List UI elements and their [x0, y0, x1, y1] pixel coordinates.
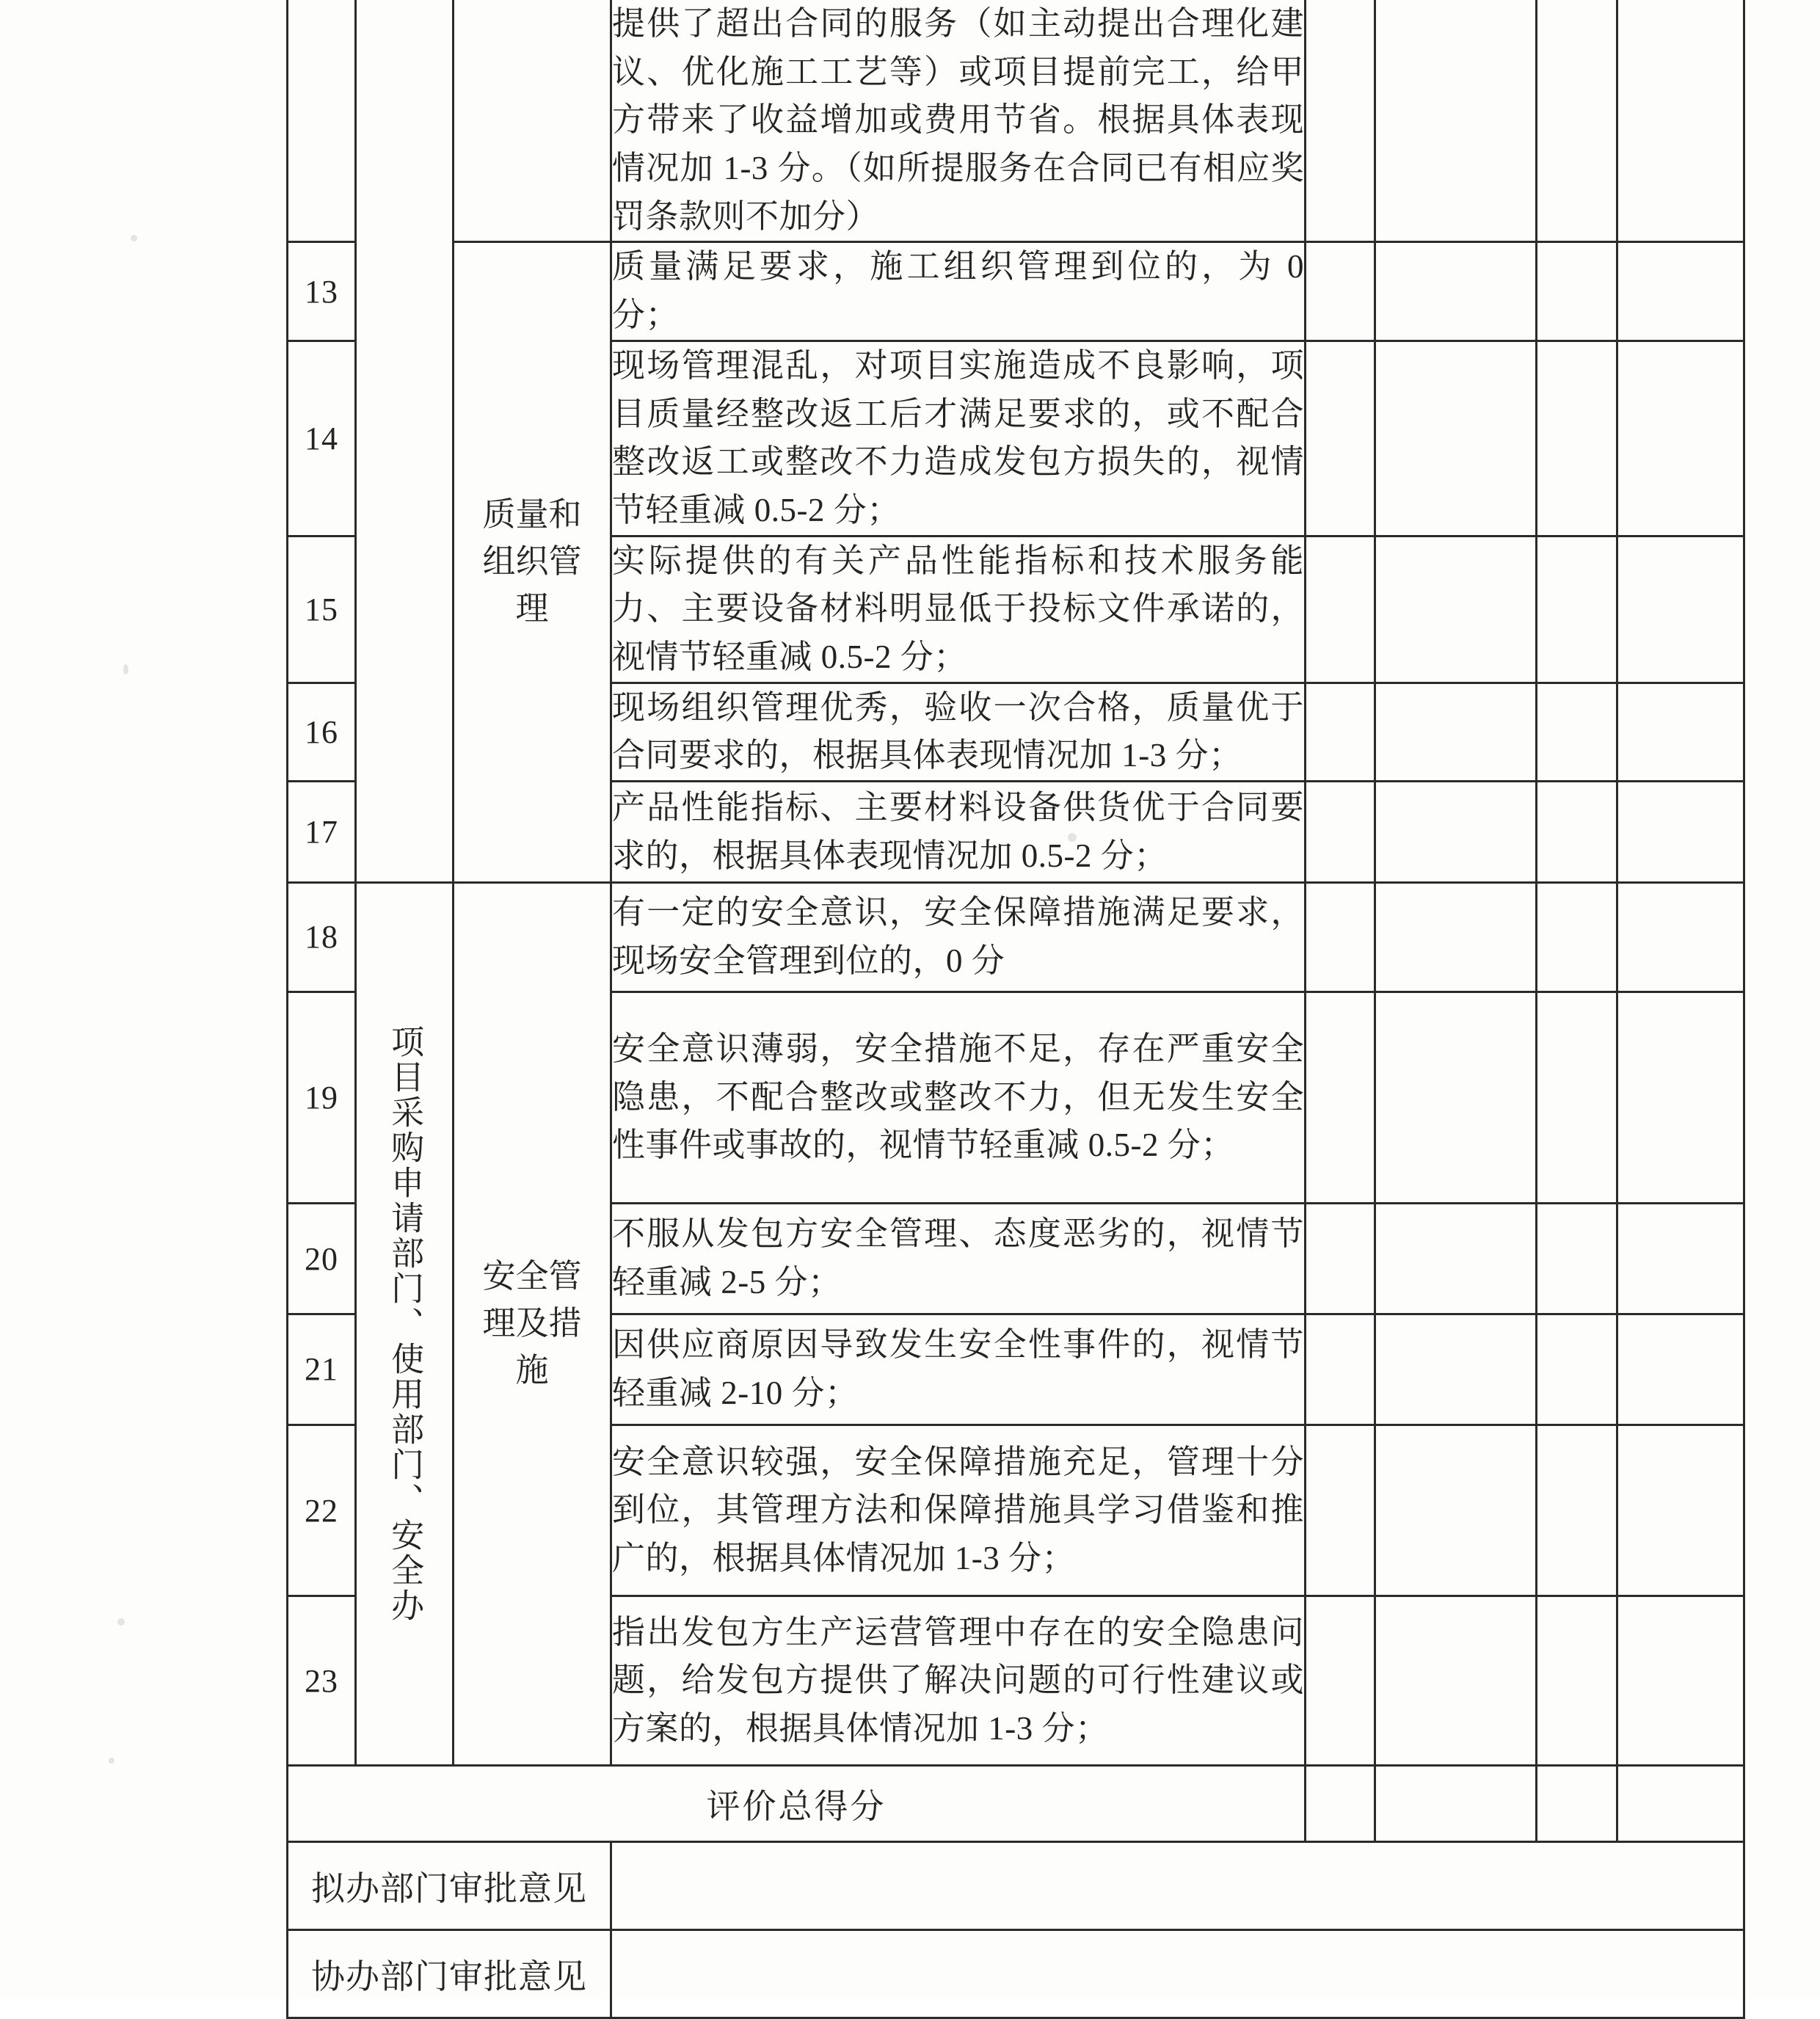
approval-primary-label: 拟办部门审批意见 — [288, 1842, 611, 1930]
table-row — [288, 242, 1744, 341]
score-cell-1[interactable] — [1306, 536, 1375, 683]
total-score-row — [288, 1766, 1744, 1842]
score-cell-2[interactable] — [1375, 1425, 1537, 1596]
category-cell-safety — [454, 883, 611, 1766]
score-cell-3[interactable] — [1537, 242, 1617, 341]
seq-cell: 13 — [288, 242, 356, 341]
score-cell-2[interactable] — [1375, 992, 1537, 1204]
score-cell-1[interactable] — [1306, 883, 1375, 992]
score-cell-2[interactable] — [1375, 1314, 1537, 1425]
department-cell-safety — [356, 883, 454, 1766]
score-cell-2[interactable] — [1375, 1204, 1537, 1314]
score-cell-4[interactable] — [1617, 1314, 1744, 1425]
seq-cell: 14 — [288, 341, 356, 536]
approval-secondary-value[interactable] — [611, 1930, 1744, 2018]
score-cell-3[interactable] — [1537, 341, 1617, 536]
score-cell-3[interactable] — [1537, 1596, 1617, 1766]
score-cell-2[interactable] — [1375, 242, 1537, 341]
score-cell-2[interactable] — [1375, 341, 1537, 536]
criteria-cell: 产品性能指标、主要材料设备供货优于合同要求的，根据具体表现情况加 0.5-2 分； — [611, 782, 1306, 883]
category-cell-continuation — [454, 0, 611, 242]
score-cell-4[interactable] — [1617, 782, 1744, 883]
score-cell-2[interactable] — [1375, 536, 1537, 683]
score-cell-3[interactable] — [1537, 1204, 1617, 1314]
approval-primary-value[interactable] — [611, 1842, 1744, 1930]
seq-cell: 21 — [288, 1314, 356, 1425]
score-cell-1[interactable] — [1306, 782, 1375, 883]
score-cell-3[interactable] — [1537, 536, 1617, 683]
criteria-cell: 实际提供的有关产品性能指标和技术服务能力、主要设备材料明显低于投标文件承诺的，视情节轻重减 0.5-2 分； — [611, 536, 1306, 683]
score-cell-3[interactable] — [1537, 992, 1617, 1204]
score-cell-3[interactable] — [1537, 883, 1617, 992]
score-cell-1[interactable] — [1306, 0, 1375, 242]
score-cell-4[interactable] — [1617, 1596, 1744, 1766]
score-cell-4[interactable] — [1617, 683, 1744, 781]
score-cell-2[interactable] — [1375, 883, 1537, 992]
approval-secondary-row — [288, 1930, 1744, 2018]
score-cell-1[interactable] — [1306, 683, 1375, 781]
criteria-cell: 安全意识薄弱，安全措施不足，存在严重安全隐患，不配合整改或整改不力，但无发生安全性事件或事故的，视情节轻重减 0.5-2 分； — [611, 992, 1306, 1204]
criteria-cell: 指出发包方生产运营管理中存在的安全隐患问题，给发包方提供了解决问题的可行性建议或方案的，根据具体情况加 1-3 分； — [611, 1596, 1306, 1766]
criteria-cell: 质量满足要求，施工组织管理到位的，为 0 分； — [611, 242, 1306, 341]
criteria-cell: 提供了超出合同的服务（如主动提出合理化建议、优化施工工艺等）或项目提前完工，给甲方带来了收益增加或费用节省。根据具体表现情况加 1-3 分。（如所提服务在合同已有相应奖罚条款则不加分） — [611, 0, 1306, 242]
score-cell-3[interactable] — [1537, 683, 1617, 781]
score-cell-2[interactable] — [1375, 782, 1537, 883]
seq-cell — [288, 0, 356, 242]
table-row — [288, 0, 1744, 242]
table-row — [288, 883, 1744, 992]
evaluation-table — [286, 0, 1745, 2019]
seq-cell: 15 — [288, 536, 356, 683]
score-cell-1[interactable] — [1306, 1314, 1375, 1425]
department-vertical-label: 项目采购申请部门、使用部门、安全办 — [386, 1025, 423, 1623]
criteria-cell: 因供应商原因导致发生安全性事件的，视情节轻重减 2-10 分； — [611, 1314, 1306, 1425]
approval-secondary-label: 协办部门审批意见 — [288, 1930, 611, 2018]
category-label-quality: 质量和 组织管 理 — [482, 496, 582, 627]
score-cell-4[interactable] — [1617, 992, 1744, 1204]
score-cell-4[interactable] — [1617, 341, 1744, 536]
score-cell-1[interactable] — [1306, 1596, 1375, 1766]
seq-cell: 23 — [288, 1596, 356, 1766]
category-cell-quality — [454, 242, 611, 883]
score-cell-3[interactable] — [1537, 782, 1617, 883]
score-cell-2[interactable] — [1375, 1596, 1537, 1766]
score-cell-4[interactable] — [1617, 536, 1744, 683]
criteria-cell: 现场管理混乱，对项目实施造成不良影响，项目质量经整改返工后才满足要求的，或不配合整改返工或整改不力造成发包方损失的，视情节轻重减 0.5-2 分； — [611, 341, 1306, 536]
score-cell-1[interactable] — [1306, 992, 1375, 1204]
score-cell-1[interactable] — [1306, 341, 1375, 536]
score-cell-4[interactable] — [1617, 0, 1744, 242]
approval-primary-row — [288, 1842, 1744, 1930]
total-score-cell-1[interactable] — [1306, 1766, 1375, 1842]
score-cell-4[interactable] — [1617, 1425, 1744, 1596]
score-cell-1[interactable] — [1306, 242, 1375, 341]
score-cell-3[interactable] — [1537, 1314, 1617, 1425]
department-vertical-wrap — [357, 884, 452, 1764]
criteria-cell: 现场组织管理优秀，验收一次合格，质量优于合同要求的，根据具体表现情况加 1-3 分； — [611, 683, 1306, 781]
total-score-label: 评价总得分 — [288, 1766, 1306, 1842]
score-cell-3[interactable] — [1537, 1425, 1617, 1596]
category-label-safety: 安全管 理及措 施 — [482, 1258, 582, 1389]
score-cell-2[interactable] — [1375, 683, 1537, 781]
total-score-cell-3[interactable] — [1537, 1766, 1617, 1842]
seq-cell: 17 — [288, 782, 356, 883]
score-cell-2[interactable] — [1375, 0, 1537, 242]
seq-cell: 18 — [288, 883, 356, 992]
total-score-cell-2[interactable] — [1375, 1766, 1537, 1842]
score-cell-4[interactable] — [1617, 242, 1744, 341]
total-score-cell-4[interactable] — [1617, 1766, 1744, 1842]
score-cell-3[interactable] — [1537, 0, 1617, 242]
seq-cell: 16 — [288, 683, 356, 781]
score-cell-4[interactable] — [1617, 883, 1744, 992]
department-cell-quality — [356, 0, 454, 883]
criteria-cell: 不服从发包方安全管理、态度恶劣的，视情节轻重减 2-5 分； — [611, 1204, 1306, 1314]
score-cell-1[interactable] — [1306, 1425, 1375, 1596]
seq-cell: 22 — [288, 1425, 356, 1596]
seq-cell: 19 — [288, 992, 356, 1204]
score-cell-4[interactable] — [1617, 1204, 1744, 1314]
criteria-cell: 有一定的安全意识，安全保障措施满足要求，现场安全管理到位的，0 分 — [611, 883, 1306, 992]
score-cell-1[interactable] — [1306, 1204, 1375, 1314]
seq-cell: 20 — [288, 1204, 356, 1314]
criteria-cell: 安全意识较强，安全保障措施充足，管理十分到位，其管理方法和保障措施具学习借鉴和推广的，根据具体情况加 1-3 分； — [611, 1425, 1306, 1596]
